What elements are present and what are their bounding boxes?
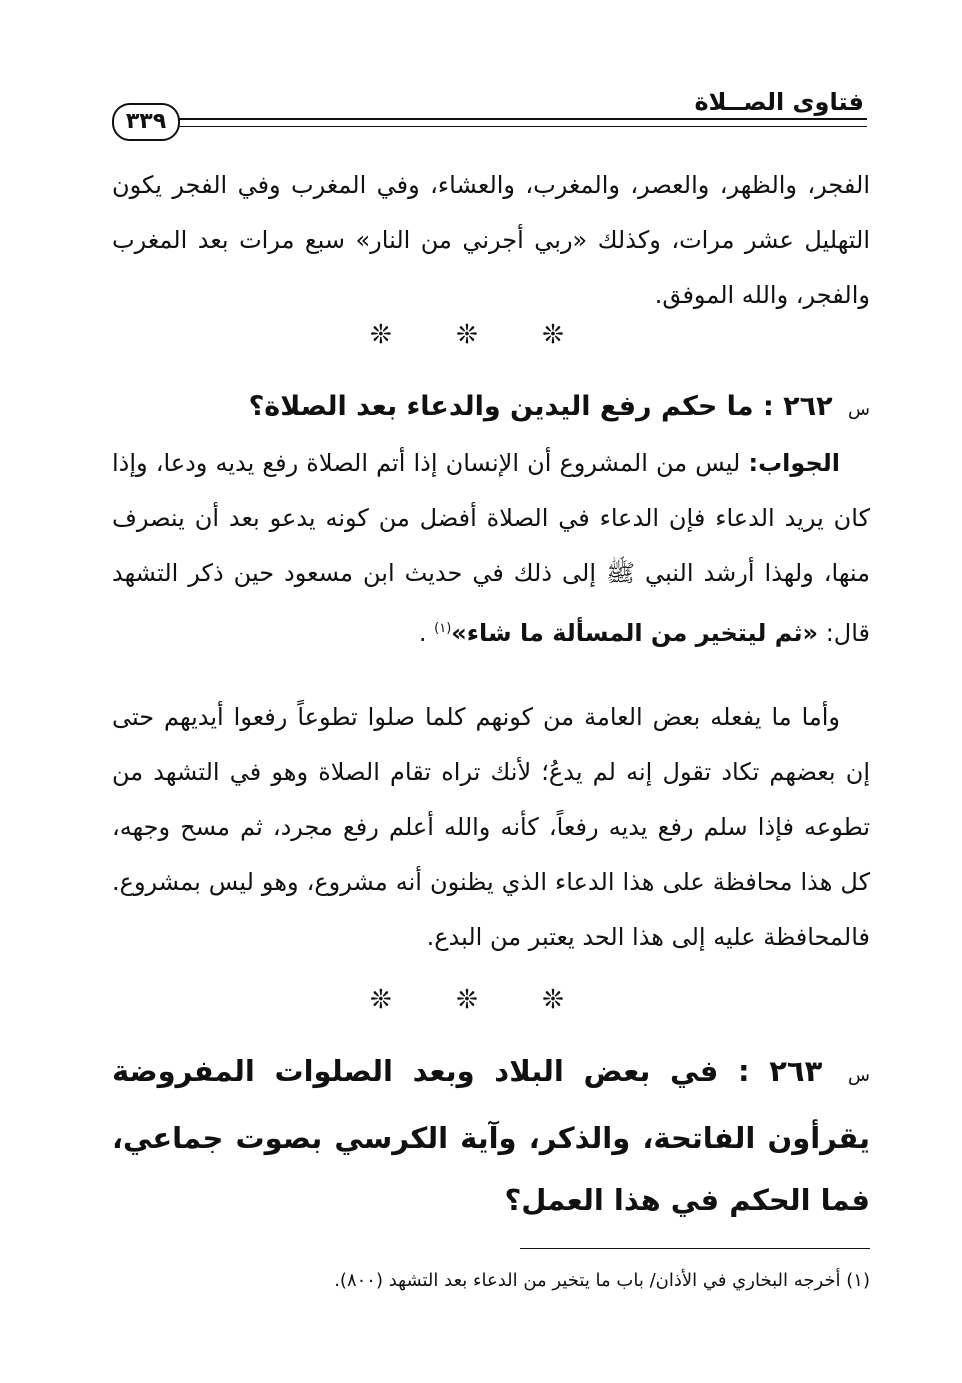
- answer-label: الجواب:: [748, 449, 840, 477]
- question-number: ٢٦٢: [783, 391, 833, 422]
- paragraph-continuation: الفجر، والظهر، والعصر، والمغرب، والعشاء، وفي المغرب وفي الفجر يكون التهليل عشر مرات، وكذلك «ربي أجرني من النار» سبع مرات بعد المغرب والفجر، والله الموفق.: [112, 171, 870, 309]
- question-263: س ٢٦٣ : في بعض البلاد وبعد الصلوات المفروضة يقرأون الفاتحة، والذكر، وآية الكرسي بصوت جماعي، فما الحكم في هذا العمل؟: [112, 1054, 870, 1217]
- page-number: ٣٣٩: [112, 103, 180, 141]
- question-marker: س: [848, 399, 870, 420]
- answer-paragraph-2: وأما ما يفعله بعض العامة من كونهم كلما صلوا تطوعاً رفعوا أيديهم حتى إن بعضهم تكاد تقول إنه لم يدعُ؛ لأنك تراه تقام الصلاة وهو في التشهد من تطوعه فإذا سلم رفع يديه رفعاً، كأنه والله أعلم رفع مجرد، ثم مسح وجهه، كل هذا محافظة على هذا الدعاء الذي يظنون أنه مشروع، وهو ليس بمشروع. فالمحافظة عليه إلى هذا الحد يعتبر من البدع.: [112, 703, 870, 951]
- footnote-1: (١) أخرجه البخاري في الأذان/ باب ما يتخير من الدعاء بعد التشهد (٨٠٠).: [334, 1270, 870, 1291]
- hadith-quote: «ثم ليتخير من المسألة ما شاء»: [451, 619, 819, 647]
- header-rule: [168, 118, 867, 127]
- answer-262: الجواب: ليس من المشروع أن الإنسان إذا أتم الصلاة رفع يديه ودعا، وإذا كان يريد الدعاء فإن الدعاء في الصلاة أفضل من كونه يدعو بعد أن ينصرف منها، ولهذا أرشد النبي ﷺ إلى ذلك في حديث ابن مسعود حين ذكر التشهد قال: «ثم ليتخير من المسألة ما شاء»$^{(١)}$ .: [112, 449, 870, 647]
- answer-text: ليس من المشروع أن الإنسان إذا أتم الصلاة رفع يديه ودعا، وإذا كان يريد الدعاء فإن الدعاء في الصلاة أفضل من كونه يدعو بعد أن ينصرف منها، ولهذا أرشد النبي ﷺ إلى ذلك في حديث ابن مسعود حين ذكر التشهد قال:: [112, 449, 870, 647]
- question-text: ما حكم رفع اليدين والدعاء بعد الصلاة؟: [248, 391, 754, 422]
- section-separator: ❊ ❊ ❊: [370, 320, 592, 350]
- section-separator-2: ❊ ❊ ❊: [370, 985, 592, 1015]
- question-262: س ٢٦٢ : ما حكم رفع اليدين والدعاء بعد الصلاة؟: [248, 391, 870, 422]
- question-marker: س: [848, 1065, 870, 1086]
- running-header-title: فتاوى الصــلاة: [694, 88, 864, 116]
- question-text: في بعض البلاد وبعد الصلوات المفروضة يقرأون الفاتحة، والذكر، وآية الكرسي بصوت جماعي، فما الحكم في هذا العمل؟: [112, 1054, 870, 1217]
- footnote-rule: [520, 1248, 870, 1249]
- question-number: ٢٦٣: [769, 1054, 823, 1088]
- footnote-ref: (١): [434, 621, 452, 636]
